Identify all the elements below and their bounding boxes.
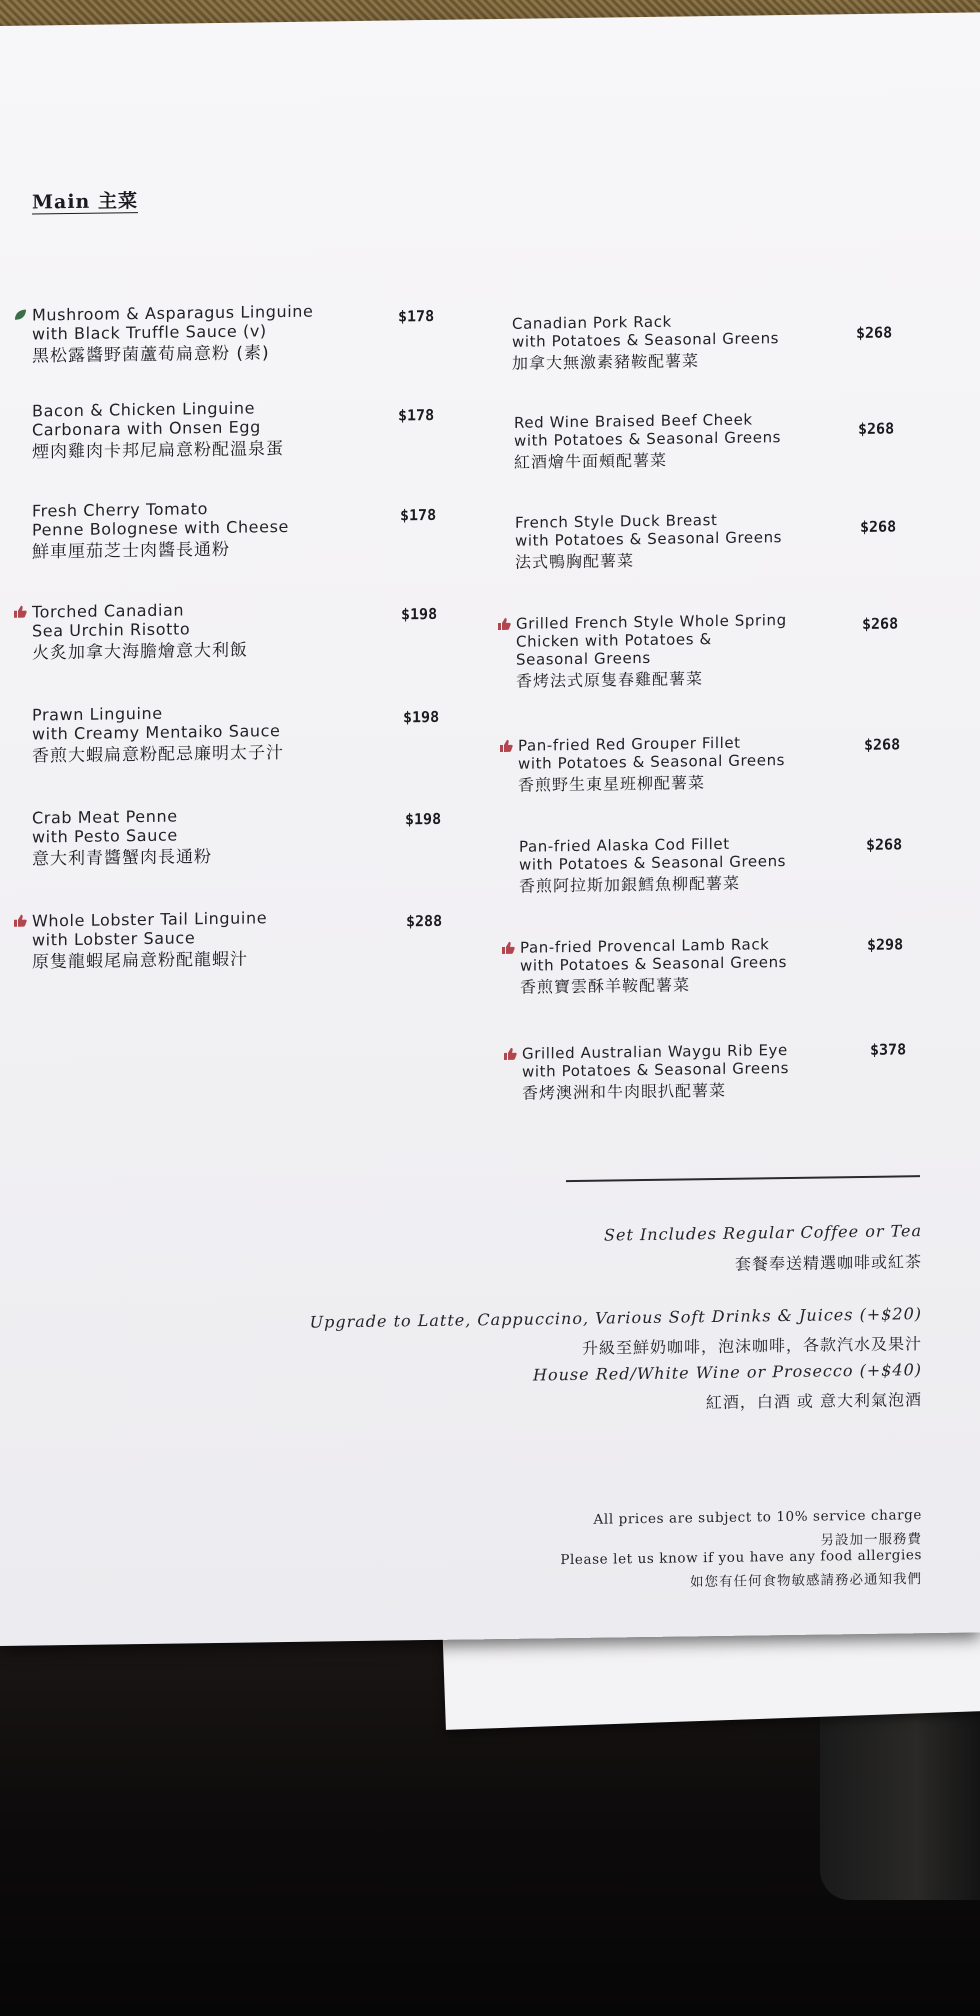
leaf-icon [13,307,27,321]
dish-name: Bacon & Chicken Linguine Carbonara with Onsen Egg [32,398,261,440]
dish-price: $268 [856,323,893,343]
dish-name-zh: 紅酒燴牛面頰配薯菜 [514,450,668,472]
dish-price: $298 [867,935,904,954]
dish-name-zh: 火炙加拿大海膽燴意大利飯 [32,640,248,664]
menu-item-right-6 [519,833,879,899]
service-charge-note-zh: 另設加一服務費 [820,1531,922,1549]
dish-name: Prawn Linguine with Creamy Mentaiko Sauce [32,703,281,744]
upgrade-note-zh: 升級至鮮奶咖啡，泡沫咖啡，各款汽水及果汁 [581,1334,922,1358]
dish-name-zh: 鮮車厘茄芝士肉醬長通粉 [32,539,230,563]
dish-name: Grilled Australian Waygu Rib Eye with Potatoes & Seasonal Greens [522,1040,790,1081]
thumbs-up-icon [497,616,511,630]
menu-item-right-1 [512,310,872,376]
menu-item-right-3 [515,509,875,575]
dish-name: Red Wine Braised Beef Cheek with Potatoes & Seasonal Greens [514,410,782,450]
dish-name: Whole Lobster Tail Linguine with Lobster Sauce [32,908,268,950]
dish-price: $198 [401,604,438,624]
dish-name-zh: 加拿大無激素豬鞍配薯菜 [512,351,700,373]
allergy-note: Please let us know if you have any food allergies [560,1547,922,1569]
dish-price: $268 [864,735,901,754]
menu-item-right-8 [522,1040,882,1106]
dish-name-zh: 煙肉雞肉卡邦尼扁意粉配溫泉蛋 [32,439,284,463]
dish-name-zh: 香煎阿拉斯加銀鱈魚柳配薯菜 [519,873,741,896]
menu-item-right-5 [518,732,878,798]
dish-price: $378 [870,1040,907,1059]
dish-price: $198 [405,809,442,829]
dish-name-zh: 法式鴨胸配薯菜 [515,551,635,572]
dish-name-zh: 香烤法式原隻春雞配薯菜 [516,669,704,691]
thumbs-up-icon [13,913,27,927]
dish-price: $198 [403,707,440,727]
dish-price: $178 [398,306,435,326]
section-title: Main 主菜 [32,190,138,214]
service-charge-note: All prices are subject to 10% service charge [593,1507,922,1528]
dish-name: Fresh Cherry Tomato Penne Bolognese with Cheese [32,499,289,540]
dish-price: $288 [406,911,443,931]
dish-price: $268 [860,517,897,536]
thumbs-up-icon [501,940,515,954]
dish-price: $268 [858,419,895,439]
dish-name-zh: 意大利青醬蟹肉長通粉 [32,847,212,870]
dish-name: Canadian Pork Rack with Potatoes & Seasonal Greens [512,312,780,351]
dish-price: $178 [398,405,435,425]
dish-name-zh: 香煎寶雲酥羊鞍配薯菜 [520,975,691,997]
thumbs-up-icon [499,738,513,752]
dish-name-zh: 香煎野生東星班柳配薯菜 [518,773,706,795]
menu-sheet [0,12,980,1646]
dish-name: French Style Duck Breast with Potatoes & Seasonal Greens [515,510,783,550]
dish-name-zh: 黑松露醬野菌蘆荀扁意粉 (素) [32,343,270,367]
menu-item-left-2 [32,397,362,465]
menu-item-left-7 [32,907,362,975]
dish-name: Crab Meat Penne with Pesto Sauce [32,806,178,847]
menu-item-left-4 [32,598,362,666]
allergy-note-zh: 如您有任何食物敏感請務必通知我們 [690,1571,922,1591]
menu-item-right-2 [514,409,874,475]
set-includes-note: Set Includes Regular Coffee or Tea [604,1221,922,1245]
dish-price: $268 [862,614,899,633]
dish-name: Mushroom & Asparagus Linguine with Black Truffle Sauce (v) [32,301,314,344]
menu-item-left-1 [32,301,362,369]
wine-note-zh: 紅酒，白酒 或 意大利氣泡酒 [705,1390,922,1413]
dish-name: Torched Canadian Sea Urchin Risotto [32,600,191,641]
dish-name: Pan-fried Red Grouper Fillet with Potatoes & Seasonal Greens [518,733,786,773]
thumbs-up-icon [13,604,27,618]
dish-price: $178 [400,505,437,525]
dish-name: Grilled French Style Whole Spring Chicken with Potatoes & Seasonal Greens [516,611,787,669]
dish-name-zh: 香煎大蝦扁意粉配忌廉明太子汁 [32,743,284,767]
upgrade-note: Upgrade to Latte, Cappuccino, Various Soft Drinks & Juices (+$20) [309,1304,922,1332]
dish-name: Pan-fried Provencal Lamb Rack with Potatoes & Seasonal Greens [520,935,788,975]
wine-note: House Red/White Wine or Prosecco (+$40) [533,1360,922,1385]
menu-item-left-3 [32,497,362,565]
divider [566,1175,920,1182]
dish-name-zh: 原隻龍蝦尾扁意粉配龍蝦汁 [32,949,248,973]
dish-name-zh: 香烤澳洲和牛肉眼扒配薯菜 [522,1080,727,1103]
menu-item-right-7 [520,934,880,1000]
dish-price: $268 [866,835,903,854]
set-includes-note-zh: 套餐奉送精選咖啡或紅茶 [734,1252,922,1274]
menu-item-right-4 [516,610,876,694]
thumbs-up-icon [503,1046,517,1060]
dish-name: Pan-fried Alaska Cod Fillet with Potatoes & Seasonal Greens [519,834,787,874]
menu-item-left-6 [32,804,362,872]
menu-item-left-5 [32,701,362,769]
